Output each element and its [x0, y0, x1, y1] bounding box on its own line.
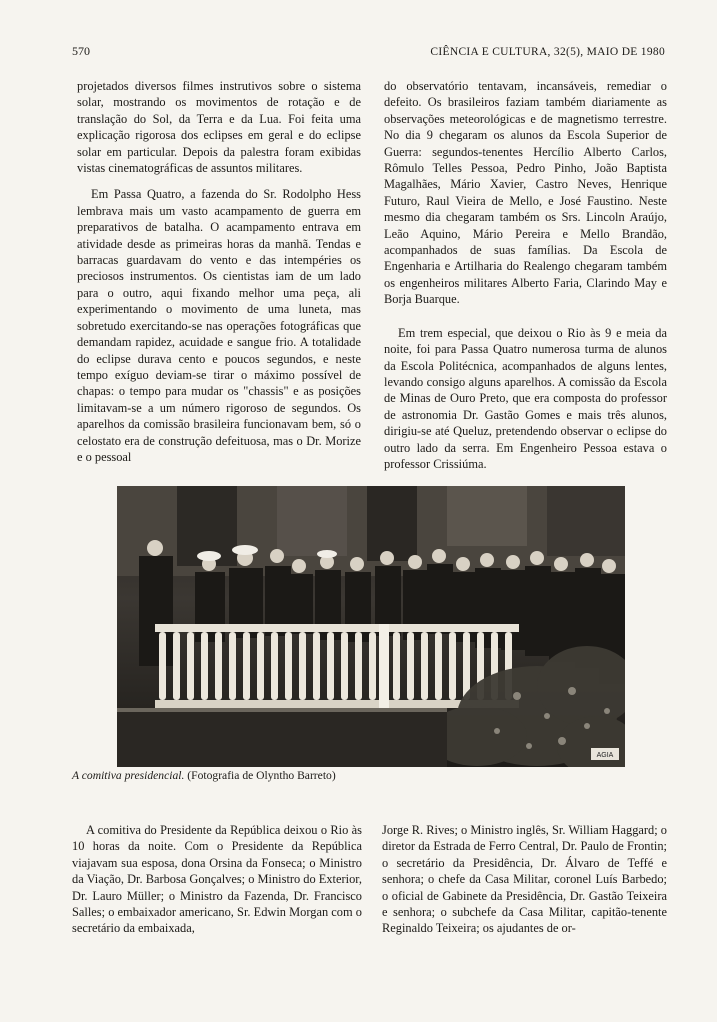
column-bottom-left	[72, 822, 362, 937]
running-head: CIÊNCIA E CULTURA, 32(5), MAIO DE 1980	[430, 46, 665, 58]
figure-caption	[72, 769, 336, 782]
caption-title: A comitiva presidencial.	[72, 769, 185, 782]
column-top-left	[77, 78, 361, 465]
paragraph: do observatório tentavam, incansáveis, remediar o defeito. Os brasileiros faziam também diariamente as observações meteorológicas e de magnetismo terrestre. No dia 9 chegaram os alunos da Escola Superior de Guerra: segundos-tenentes Hercílio Alberto Carlos, Rômulo Telles Pessoa, Pedro Pinho, João Baptista Magalhães, Mário Xavier, Castro Neves, Henrique Futuro, Raul Vieira de Mello, e José Faustino. Neste mesmo dia chegaram também os Srs. Lincoln Araújo, Leão Aquino, Mário Pereira e Mello Brandão, acompanhados de suas famílias. Da Escola de Engenharia e Artilharia do Realengo chegaram também os engenheiros militares Alberto Faria, Clarindo May e Borja Buarque.	[384, 79, 667, 307]
page-number: 570	[72, 44, 90, 58]
paragraph: Em trem especial, que deixou o Rio às 9 e meia da noite, foi para Passa Quatro numerosa turma de alunos da Escola Politécnica, acompanhados de alguns lentes, levando consigo alguns aparelhos. A comissão da Escola de Minas de Ouro Preto, que era composta do professor de astronomia Dr. Gastão Gomes e mais três alunos, dirigiu-se até Queluz, pretendendo observar o eclipse do outro lado da serra. Em Engenheiro Pessoa estava o professor Crissiúma.	[384, 325, 667, 471]
paragraph: A comitiva do Presidente da República deixou o Rio às 10 horas da noite. Com o Presidente da República viajavam sua esposa, dona Orsina da Fonseca; o Ministro da Viação, Dr. Barbosa Gonçalves; o Ministro do Exterior, Dr. Lauro Müller; o Ministro da Fazenda, Dr. Francisco Salles; o embaixador americano, Sr. Edwin Morgan com o secretário da embaixada,	[72, 823, 362, 936]
caption-credit: (Fotografia de Olyntho Barreto)	[184, 769, 336, 782]
paragraph: Jorge R. Rives; o Ministro inglês, Sr. William Haggard; o diretor da Estrada de Ferro Central, Dr. Paulo de Frontin; o secretário da Presidência, Dr. Álvaro de Teffé e senhora; o chefe da Casa Militar, coronel Luís Barbedo; o oficial de Gabinete da Presidência, Dr. Gastão Teixeira e senhora; o subchefe da Casa Militar, capitão-tenente Reginaldo Teixeira; os ajudantes de or-	[382, 823, 667, 936]
photo-illustration	[117, 486, 625, 767]
column-top-right	[384, 78, 667, 472]
paragraph: projetados diversos filmes instrutivos sobre o sistema solar, mostrando os movimentos de rotação e de translação do Sol, da Terra e da Lua. Foi feita uma explicação rigorosa dos eclipses em geral e do eclipse solar em particular. Depois da palestra foram exibidas vistas cinematográficas de assuntos militares.	[77, 79, 361, 176]
column-bottom-right	[382, 822, 667, 937]
presidential-entourage-photo	[117, 486, 625, 767]
photo-stamp: AGIA	[596, 752, 614, 759]
paragraph: Em Passa Quatro, a fazenda do Sr. Rodolpho Hess lembrava mais um vasto acampamento de guerra em preparativos de batalha. O acampamento entrava em atividade desde as primeiras horas da manhã. Tendas e barracas guardavam do vento e das intempéries os preciosos instrumentos. Os cientistas iam de um lado para o outro, aqui fixando melhor uma peça, ali experimentando o movimento de uma luneta, mas sobretudo exercitando-se nas operações fotográficas que demandam rapidez, acuidade e sangue frio. A totalidade do eclipse durava cento e poucos segundos, e neste tempo exíguo deviam-se tirar o máximo possível de chapas: o tempo para mudar os "chassis" e as posições limitavam-se a um número rigoroso de segundos. Os aparelhos da comissão brasileira funcionavam bem, só o celostato era de construção defeituosa, mas o Dr. Morize e o pessoal	[77, 187, 361, 464]
